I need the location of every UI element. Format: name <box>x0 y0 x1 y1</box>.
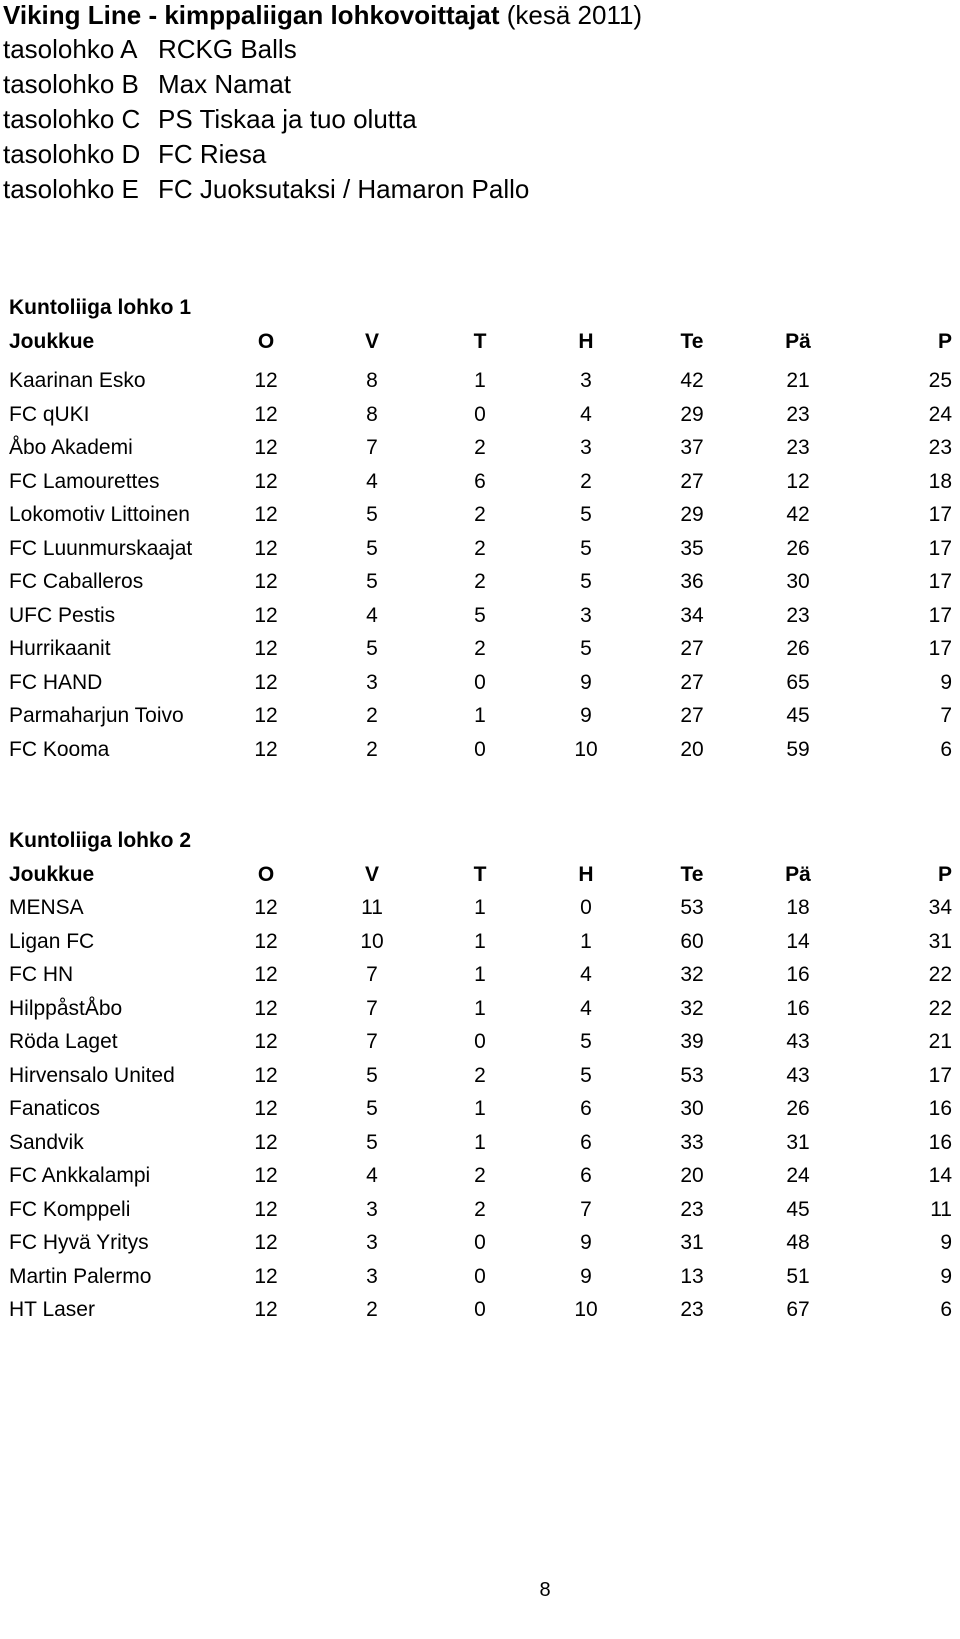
stat-cell-v: 3 <box>366 1197 378 1221</box>
winner-label: tasolohko E <box>3 174 139 204</box>
column-header-t: T <box>473 330 487 353</box>
team-name-cell: FC Luunmurskaajat <box>9 536 193 560</box>
stat-cell-t: 1 <box>474 704 486 727</box>
team-name-cell: Hirvensalo United <box>9 1063 175 1087</box>
stat-cell-h: 3 <box>580 369 592 392</box>
stat-cell-h: 9 <box>580 1231 592 1254</box>
stat-cell-p: 16 <box>928 1097 952 1120</box>
column-header-te: Te <box>680 330 704 353</box>
team-name-cell: FC HN <box>9 963 74 986</box>
team-name-cell: Martin Palermo <box>9 1264 152 1288</box>
table-row <box>0 1128 960 1158</box>
stat-cell-o: 12 <box>254 1164 278 1187</box>
table-row <box>0 400 960 430</box>
stat-cell-h: 9 <box>580 704 592 727</box>
stat-cell-v: 7 <box>366 996 378 1020</box>
table-row <box>0 467 960 497</box>
column-header-h: H <box>578 330 594 353</box>
team-name-cell: Sandvik <box>9 1130 84 1154</box>
team-name-cell: FC Komppeli <box>9 1197 131 1221</box>
team-name-cell: Hurrikaanit <box>9 637 111 660</box>
stat-cell-p: 14 <box>928 1164 952 1187</box>
stat-cell-h: 4 <box>580 963 592 986</box>
stat-cell-te: 20 <box>680 737 704 761</box>
stat-cell-v: 3 <box>366 1264 378 1288</box>
stat-cell-v: 4 <box>366 1164 378 1187</box>
column-header-p: P <box>937 863 952 886</box>
stat-cell-t: 2 <box>474 436 486 459</box>
group-title: Kuntoliiga lohko 1 <box>9 296 191 319</box>
stat-cell-p: 22 <box>928 996 952 1020</box>
stat-cell-pa: 23 <box>786 436 810 459</box>
stat-cell-pa: 23 <box>786 402 810 426</box>
stat-cell-pa: 23 <box>786 603 810 627</box>
stat-cell-p: 17 <box>928 503 952 526</box>
stat-cell-o: 12 <box>254 996 278 1020</box>
stat-cell-pa: 42 <box>786 503 810 526</box>
stat-cell-te: 27 <box>680 704 704 727</box>
stat-cell-t: 2 <box>474 1197 486 1221</box>
stat-cell-p: 17 <box>928 603 952 627</box>
table-row <box>0 1228 960 1258</box>
stat-cell-o: 12 <box>254 1298 278 1321</box>
stat-cell-pa: 31 <box>786 1130 810 1154</box>
team-name-cell: Lokomotiv Littoinen <box>9 503 190 526</box>
stat-cell-v: 2 <box>366 1298 378 1321</box>
stat-cell-p: 7 <box>940 704 952 727</box>
stat-cell-pa: 45 <box>786 1197 810 1221</box>
winner-line-b <box>3 69 291 99</box>
stat-cell-t: 2 <box>474 570 486 593</box>
table-row <box>0 366 960 396</box>
stat-cell-h: 0 <box>580 896 592 919</box>
stat-cell-o: 12 <box>254 963 278 986</box>
stat-cell-h: 5 <box>580 637 592 660</box>
stat-cell-h: 9 <box>580 670 592 694</box>
table-row <box>0 1295 960 1325</box>
table-header-row <box>0 860 960 890</box>
stat-cell-h: 5 <box>580 503 592 526</box>
table-row <box>0 927 960 957</box>
stat-cell-pa: 18 <box>786 896 810 919</box>
winner-label: tasolohko C <box>3 104 141 134</box>
stat-cell-h: 4 <box>580 402 592 426</box>
stat-cell-pa: 65 <box>786 670 810 694</box>
column-header-team: Joukkue <box>9 330 95 353</box>
stat-cell-t: 2 <box>474 503 486 526</box>
stat-cell-p: 9 <box>940 670 952 694</box>
stat-cell-p: 31 <box>928 929 952 953</box>
table-row <box>0 994 960 1024</box>
stat-cell-te: 31 <box>680 1231 704 1254</box>
stat-cell-h: 6 <box>580 1097 592 1120</box>
stat-cell-te: 42 <box>680 369 704 392</box>
stat-cell-t: 2 <box>474 1063 486 1087</box>
team-name-cell: UFC Pestis <box>9 603 116 627</box>
team-name-cell: FC Ankkalampi <box>9 1164 151 1187</box>
stat-cell-h: 7 <box>580 1197 592 1221</box>
winner-team: FC Riesa <box>158 139 267 169</box>
winner-team: PS Tiskaa ja tuo olutta <box>158 104 417 134</box>
stat-cell-pa: 14 <box>786 929 810 953</box>
stat-cell-o: 12 <box>254 369 278 392</box>
stat-cell-p: 9 <box>940 1264 952 1288</box>
column-header-team: Joukkue <box>9 863 95 886</box>
stat-cell-o: 12 <box>254 1030 278 1053</box>
stat-cell-pa: 67 <box>786 1298 810 1321</box>
stat-cell-te: 32 <box>680 996 704 1020</box>
group-title: Kuntoliiga lohko 2 <box>9 829 191 852</box>
stat-cell-o: 12 <box>254 402 278 426</box>
stat-cell-te: 30 <box>680 1097 704 1120</box>
winner-line-e <box>3 174 529 204</box>
stat-cell-p: 34 <box>928 896 952 919</box>
stat-cell-t: 1 <box>474 996 486 1020</box>
stat-cell-o: 12 <box>254 570 278 593</box>
table-row <box>0 1262 960 1292</box>
winner-label: tasolohko D <box>3 139 141 169</box>
team-name-cell: Parmaharjun Toivo <box>9 704 184 727</box>
stat-cell-pa: 26 <box>786 1097 810 1120</box>
stat-cell-o: 12 <box>254 704 278 727</box>
stat-cell-t: 2 <box>474 1164 486 1187</box>
stat-cell-h: 5 <box>580 1030 592 1053</box>
stat-cell-pa: 26 <box>786 536 810 560</box>
table-row <box>0 567 960 597</box>
team-name-cell: HilppåstÅbo <box>9 996 123 1020</box>
stat-cell-pa: 26 <box>786 637 810 660</box>
stat-cell-o: 12 <box>254 737 278 761</box>
stat-cell-v: 5 <box>366 1063 378 1087</box>
stat-cell-pa: 48 <box>786 1231 810 1254</box>
stat-cell-v: 4 <box>366 603 378 627</box>
stat-cell-pa: 16 <box>786 963 810 986</box>
stat-cell-h: 4 <box>580 996 592 1020</box>
stat-cell-v: 5 <box>366 637 378 660</box>
stat-cell-v: 5 <box>366 503 378 526</box>
stat-cell-o: 12 <box>254 1231 278 1254</box>
stat-cell-t: 1 <box>474 1130 486 1154</box>
stat-cell-o: 12 <box>254 1063 278 1087</box>
stat-cell-v: 5 <box>366 1130 378 1154</box>
stat-cell-t: 2 <box>474 536 486 560</box>
stat-cell-o: 12 <box>254 436 278 459</box>
stat-cell-te: 37 <box>680 436 704 459</box>
stat-cell-pa: 30 <box>786 570 810 593</box>
stat-cell-h: 6 <box>580 1130 592 1154</box>
table-row <box>0 534 960 564</box>
stat-cell-v: 7 <box>366 436 378 459</box>
stat-cell-pa: 45 <box>786 704 810 727</box>
team-name-cell: Åbo Akademi <box>9 436 133 459</box>
table-row <box>0 1027 960 1057</box>
stat-cell-h: 3 <box>580 436 592 459</box>
stat-cell-h: 2 <box>580 469 592 493</box>
stat-cell-t: 5 <box>474 603 486 627</box>
column-header-h: H <box>578 863 594 886</box>
stat-cell-te: 27 <box>680 469 704 493</box>
stat-cell-t: 0 <box>474 1264 486 1288</box>
table-row <box>0 1094 960 1124</box>
stat-cell-p: 17 <box>928 570 952 593</box>
table-row <box>0 634 960 664</box>
stat-cell-h: 1 <box>580 929 592 953</box>
stat-cell-t: 0 <box>474 1298 486 1321</box>
column-header-p: P <box>937 330 952 353</box>
stat-cell-p: 25 <box>928 369 952 392</box>
team-name-cell: FC Kooma <box>9 737 110 761</box>
stat-cell-o: 12 <box>254 603 278 627</box>
column-header-o: O <box>257 330 275 353</box>
team-name-cell: Ligan FC <box>9 929 95 953</box>
title-text: Viking Line - kimppaliigan lohkovoittajat <box>3 0 500 30</box>
stat-cell-v: 2 <box>366 704 378 727</box>
stat-cell-v: 5 <box>366 536 378 560</box>
stat-cell-h: 5 <box>580 1063 592 1087</box>
winner-team: FC Juoksutaksi / Hamaron Pallo <box>158 174 530 204</box>
team-name-cell: Kaarinan Esko <box>9 369 146 392</box>
stat-cell-v: 3 <box>366 670 378 694</box>
team-name-cell: FC Hyvä Yritys <box>9 1231 149 1254</box>
stat-cell-p: 17 <box>928 536 952 560</box>
table-row <box>0 1061 960 1091</box>
page-number: 8 <box>539 1579 551 1601</box>
stat-cell-te: 29 <box>680 503 704 526</box>
stat-cell-te: 53 <box>680 1063 704 1087</box>
stat-cell-p: 17 <box>928 1063 952 1087</box>
table-row <box>0 735 960 765</box>
stat-cell-pa: 21 <box>786 369 810 392</box>
stat-cell-t: 6 <box>474 469 486 493</box>
stat-cell-p: 23 <box>928 436 952 459</box>
stat-cell-v: 5 <box>366 1097 378 1120</box>
stat-cell-o: 12 <box>254 670 278 694</box>
stat-cell-v: 10 <box>360 929 384 953</box>
stat-cell-pa: 51 <box>786 1264 810 1288</box>
season-text: (kesä 2011) <box>506 0 643 30</box>
stat-cell-t: 0 <box>474 1231 486 1254</box>
stat-cell-p: 6 <box>940 1298 952 1321</box>
stat-cell-pa: 16 <box>786 996 810 1020</box>
stat-cell-p: 11 <box>930 1197 952 1221</box>
stat-cell-te: 27 <box>680 637 704 660</box>
stat-cell-o: 12 <box>254 1197 278 1221</box>
stat-cell-te: 29 <box>680 402 704 426</box>
team-name-cell: HT Laser <box>9 1298 95 1321</box>
stat-cell-te: 27 <box>680 670 704 694</box>
stat-cell-te: 13 <box>680 1264 704 1288</box>
column-header-pa: Pä <box>785 330 811 353</box>
stat-cell-h: 5 <box>580 536 592 560</box>
stat-cell-h: 10 <box>574 737 598 761</box>
stat-cell-t: 0 <box>474 1030 486 1053</box>
stat-cell-te: 60 <box>680 929 704 953</box>
winner-team: Max Namat <box>158 69 291 99</box>
stat-cell-o: 12 <box>254 469 278 493</box>
table-row <box>0 500 960 530</box>
table-row <box>0 601 960 631</box>
stat-cell-te: 23 <box>680 1197 704 1221</box>
team-name-cell: FC Caballeros <box>9 570 144 593</box>
document-title <box>3 0 642 30</box>
stat-cell-te: 39 <box>680 1030 704 1053</box>
stat-cell-t: 1 <box>474 929 486 953</box>
stat-cell-te: 53 <box>680 896 704 919</box>
column-header-te: Te <box>680 863 704 886</box>
winner-line-c <box>3 104 417 134</box>
stat-cell-v: 4 <box>366 469 378 493</box>
stat-cell-pa: 12 <box>786 469 810 493</box>
stat-cell-te: 20 <box>680 1164 704 1187</box>
stat-cell-o: 12 <box>254 1130 278 1154</box>
stat-cell-v: 11 <box>361 896 383 919</box>
stat-cell-p: 6 <box>940 737 952 761</box>
stat-cell-v: 8 <box>366 402 378 426</box>
stat-cell-p: 21 <box>928 1030 952 1053</box>
stat-cell-v: 8 <box>366 369 378 392</box>
stat-cell-te: 36 <box>680 570 704 593</box>
winner-line-a <box>3 34 297 64</box>
stat-cell-v: 2 <box>366 737 378 761</box>
stat-cell-v: 5 <box>366 570 378 593</box>
stat-cell-t: 0 <box>474 737 486 761</box>
stat-cell-h: 5 <box>580 570 592 593</box>
stat-cell-p: 16 <box>928 1130 952 1154</box>
team-name-cell: MENSA <box>9 896 84 919</box>
table-row <box>0 668 960 698</box>
stat-cell-o: 12 <box>254 536 278 560</box>
table-row <box>0 960 960 990</box>
stat-cell-h: 6 <box>580 1164 592 1187</box>
stat-cell-p: 24 <box>928 402 952 426</box>
team-name-cell: FC qUKI <box>9 402 90 426</box>
stat-cell-p: 9 <box>940 1231 952 1254</box>
stat-cell-t: 1 <box>474 1097 486 1120</box>
stat-cell-h: 3 <box>580 603 592 627</box>
table-row <box>0 701 960 731</box>
stat-cell-p: 22 <box>928 963 952 986</box>
stat-cell-te: 35 <box>680 536 704 560</box>
stat-cell-v: 7 <box>366 963 378 986</box>
stat-cell-p: 18 <box>928 469 952 493</box>
stat-cell-pa: 59 <box>786 737 810 761</box>
winner-label: tasolohko B <box>3 69 139 99</box>
column-header-o: O <box>257 863 275 886</box>
stat-cell-t: 0 <box>474 670 486 694</box>
stat-cell-te: 33 <box>680 1130 704 1154</box>
winner-label: tasolohko A <box>3 34 138 64</box>
stat-cell-o: 12 <box>254 929 278 953</box>
stat-cell-pa: 43 <box>786 1030 810 1053</box>
team-name-cell: Röda Laget <box>9 1030 118 1053</box>
table-row <box>0 1195 960 1225</box>
stat-cell-t: 1 <box>474 963 486 986</box>
winner-line-d <box>3 139 266 169</box>
stat-cell-te: 34 <box>680 603 704 627</box>
table-row <box>0 893 960 923</box>
winner-team: RCKG Balls <box>158 34 297 64</box>
team-name-cell: FC Lamourettes <box>9 469 160 493</box>
team-name-cell: FC HAND <box>9 670 103 694</box>
stat-cell-h: 10 <box>574 1298 598 1321</box>
column-header-t: T <box>473 863 487 886</box>
stat-cell-t: 1 <box>474 369 486 392</box>
stat-cell-te: 32 <box>680 963 704 986</box>
stat-cell-h: 9 <box>580 1264 592 1288</box>
table-row <box>0 1161 960 1191</box>
stat-cell-o: 12 <box>254 896 278 919</box>
stat-cell-o: 12 <box>254 503 278 526</box>
stat-cell-pa: 43 <box>786 1063 810 1087</box>
stat-cell-pa: 24 <box>786 1164 810 1187</box>
column-header-v: V <box>364 863 379 886</box>
table-header-row <box>0 327 960 357</box>
column-header-v: V <box>364 330 379 353</box>
stat-cell-o: 12 <box>254 637 278 660</box>
table-row <box>0 433 960 463</box>
stat-cell-o: 12 <box>254 1264 278 1288</box>
stat-cell-p: 17 <box>928 637 952 660</box>
stat-cell-t: 0 <box>474 402 486 426</box>
stat-cell-t: 2 <box>474 637 486 660</box>
stat-cell-v: 3 <box>366 1231 378 1254</box>
team-name-cell: Fanaticos <box>9 1097 101 1120</box>
stat-cell-te: 23 <box>680 1298 704 1321</box>
stat-cell-v: 7 <box>366 1030 378 1053</box>
stat-cell-o: 12 <box>254 1097 278 1120</box>
stat-cell-t: 1 <box>474 896 486 919</box>
column-header-pa: Pä <box>785 863 811 886</box>
